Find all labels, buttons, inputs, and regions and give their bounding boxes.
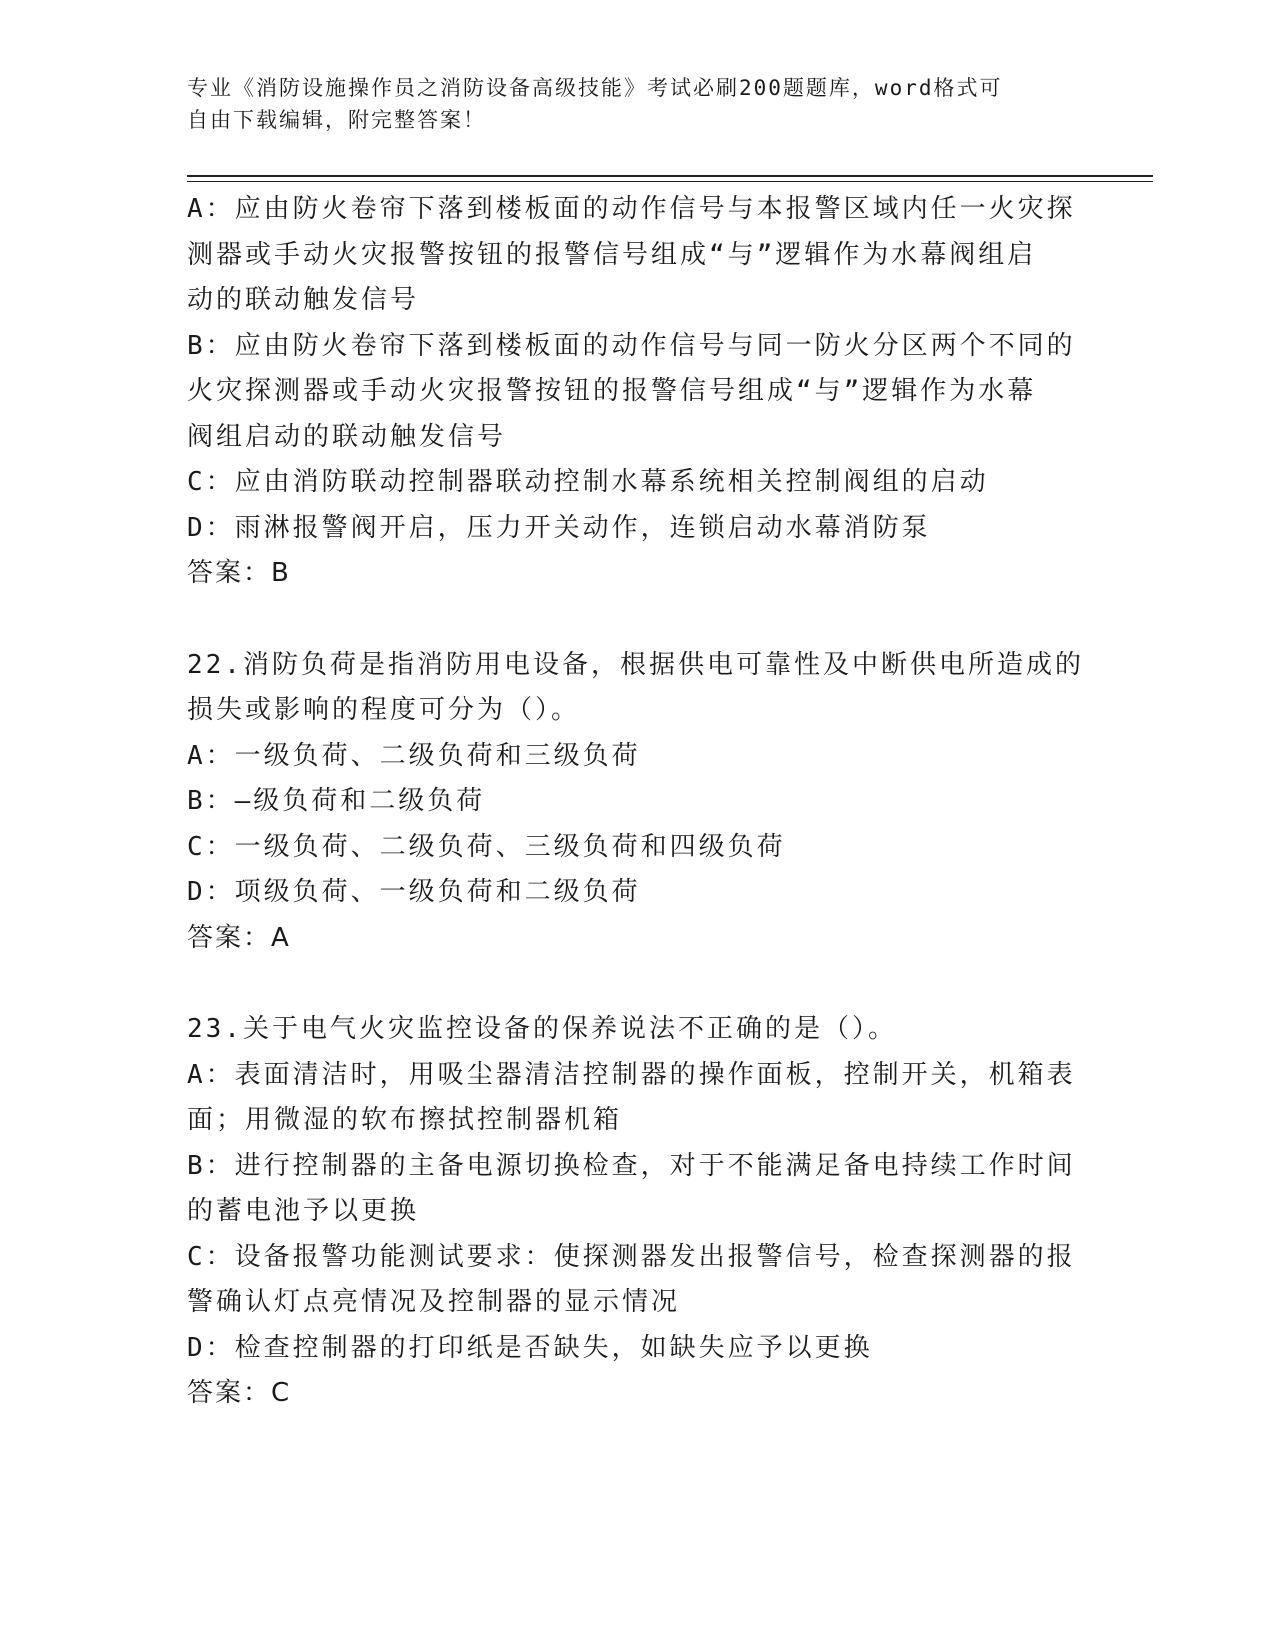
document-header	[187, 72, 1067, 136]
q23-option-c: C：设备报警功能测试要求：使探测器发出报警信号，检查探测器的报 警确认灯点亮情况及控制器的显示情况	[187, 1241, 1076, 1317]
q22-option-a: A：一级负荷、二级负荷和三级负荷	[187, 740, 641, 771]
q21-option-d: D：雨淋报警阀开启，压力开关动作，连锁启动水幕消防泵	[187, 512, 931, 543]
q22-stem: 22.消防负荷是指消防用电设备，根据供电可靠性及中断供电所造成的 损失或影响的程度可分为（）。	[187, 649, 1084, 725]
document-body	[187, 187, 1084, 1417]
q21-option-c: C：应由消防联动控制器联动控制水幕系统相关控制阀组的启动	[187, 467, 989, 497]
q21-answer: 答案：B	[187, 558, 291, 588]
question-23	[187, 1007, 1076, 1417]
q23-option-d: D：检查控制器的打印纸是否缺失，如缺失应予以更换	[187, 1332, 873, 1363]
question-21	[187, 187, 1076, 597]
header-line-2: 自由下载编辑，附完整答案！	[187, 108, 486, 132]
q23-answer: 答案：C	[187, 1378, 292, 1408]
q23-option-b: B：进行控制器的主备电源切换检查，对于不能满足备电持续工作时间 的蓄电池予以更换	[187, 1150, 1076, 1226]
header-line-1: 专业《消防设施操作员之消防设备高级技能》考试必刷200题题库，word格式可	[187, 76, 1003, 100]
q22-option-c: C：一级负荷、二级负荷、三级负荷和四级负荷	[187, 831, 786, 862]
question-22	[187, 643, 1084, 962]
q21-option-a: A：应由防火卷帘下落到楼板面的动作信号与本报警区域内任一火灾探 测器或手动火灾报警按钮的报警信号组成“与”逻辑作为水幕阀组启 动的联动触发信号	[187, 194, 1076, 315]
q22-option-d: D：项级负荷、一级负荷和二级负荷	[187, 877, 641, 907]
q21-option-b: B：应由防火卷帘下落到楼板面的动作信号与同一防火分区两个不同的 火灾探测器或手动火灾报警按钮的报警信号组成“与”逻辑作为水幕 阀组启动的联动触发信号	[187, 330, 1076, 452]
q23-stem: 23.关于电气火灾监控设备的保养说法不正确的是（）。	[187, 1014, 897, 1044]
header-divider	[187, 175, 1153, 177]
header-divider-thin	[187, 181, 1153, 182]
q22-option-b: B：—级负荷和二级负荷	[187, 786, 486, 816]
q22-answer: 答案：A	[187, 922, 291, 953]
q23-option-a: A：表面清洁时，用吸尘器清洁控制器的操作面板，控制开关，机箱表 面；用微湿的软布擦拭控制器机箱	[187, 1059, 1076, 1135]
